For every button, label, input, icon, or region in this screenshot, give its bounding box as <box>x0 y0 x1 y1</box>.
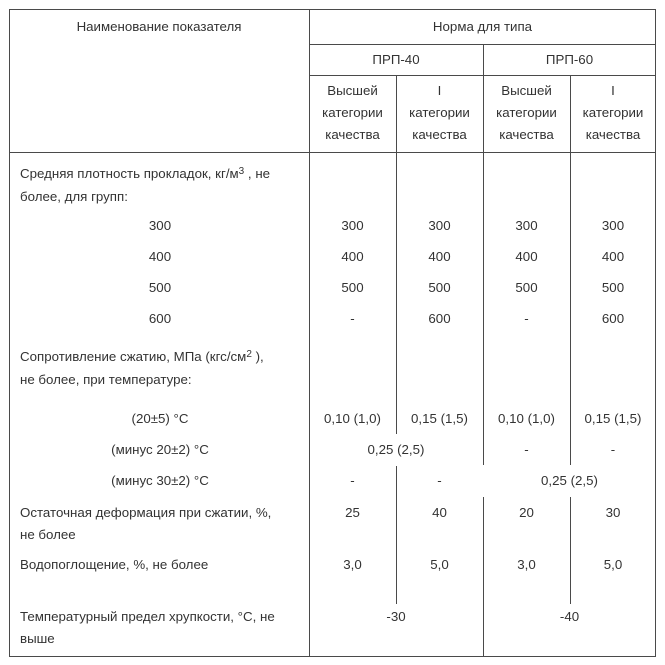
table-cell: 600 <box>428 311 451 326</box>
compression-temp: (минус 30±2) °С <box>111 473 209 488</box>
table-cell: - <box>610 442 616 457</box>
header-rule-3 <box>9 152 656 153</box>
table-cell: 30 <box>605 505 621 520</box>
table-cell: 400 <box>428 249 451 264</box>
table-cell-merged: -30 <box>386 609 406 624</box>
water-label: Водопоглощение, %, не более <box>20 557 209 572</box>
header-cat-1: Высшей категории качества <box>322 83 383 142</box>
density-group-name: 600 <box>148 311 172 326</box>
header-cat-4: I категории качества <box>582 83 644 142</box>
header-type-prp60: ПРП-60 <box>545 52 594 67</box>
table-cell: 600 <box>601 311 625 326</box>
header-cat-3: Высшей категории качества <box>496 83 557 142</box>
table-cell: - <box>350 311 355 326</box>
table-cell: 500 <box>428 280 451 295</box>
compression-temp: (20±5) °С <box>131 411 189 426</box>
density-group-name: 400 <box>148 249 172 264</box>
density-label-line2: более, для групп: <box>20 189 128 204</box>
table-cell: - <box>524 442 529 457</box>
table-cell: 0,10 (1,0) <box>498 411 555 426</box>
table-cell: 0,15 (1,5) <box>584 411 642 426</box>
density-group-name: 500 <box>148 280 172 295</box>
header-name-col: Наименование показателя <box>76 19 242 34</box>
table-cell: 20 <box>519 505 534 520</box>
table-cell: 300 <box>601 218 625 233</box>
compression-label: Сопротивление сжатию, МПа ($кгс/см^2$ ), <box>20 349 264 364</box>
brittle-label: Температурный предел хрупкости, °С, не <box>20 609 275 624</box>
table-cell: 300 <box>515 218 538 233</box>
header-type-prp40: ПРП-40 <box>372 52 420 67</box>
table-cell: 0,15 (1,5) <box>411 411 468 426</box>
compression-label-line2: не более, при температуре: <box>20 372 192 387</box>
table-cell-merged: 0,25 (2,5) <box>367 442 425 457</box>
table-cell: 500 <box>515 280 538 295</box>
deformation-label-line2: не более <box>20 527 76 542</box>
table-cell: - <box>524 311 529 326</box>
table-cell: 500 <box>601 280 625 295</box>
table-cell: 5,0 <box>430 557 449 572</box>
table-cell-merged: 0,25 (2,5) <box>541 473 598 488</box>
table-cell: 0,10 (1,0) <box>324 411 381 426</box>
table-cell: 25 <box>345 505 360 520</box>
table-cell: 3,0 <box>517 557 536 572</box>
table-cell: - <box>350 473 355 488</box>
density-group-name: 300 <box>148 218 172 233</box>
density-label: Средняя плотность прокладок, $кг/м^3$ , не <box>20 166 271 181</box>
table-cell-merged: -40 <box>559 609 580 624</box>
table-cell: 400 <box>601 249 625 264</box>
compression-temp: (минус 20±2) °С <box>111 442 209 457</box>
table-cell: 3,0 <box>343 557 362 572</box>
deformation-label: Остаточная деформация при сжатии, %, <box>20 505 272 520</box>
brittle-label-line2: выше <box>20 631 55 646</box>
table-cell: 5,0 <box>603 557 623 572</box>
table-cell: - <box>437 473 442 488</box>
header-norm: Норма для типа <box>432 19 533 34</box>
table-cell: 300 <box>341 218 364 233</box>
table-cell: 300 <box>428 218 451 233</box>
header-cat-2: I категории качества <box>409 83 470 142</box>
table-cell: 400 <box>515 249 538 264</box>
table-cell: 500 <box>341 280 364 295</box>
table-cell: 400 <box>341 249 364 264</box>
table-cell: 40 <box>432 505 447 520</box>
